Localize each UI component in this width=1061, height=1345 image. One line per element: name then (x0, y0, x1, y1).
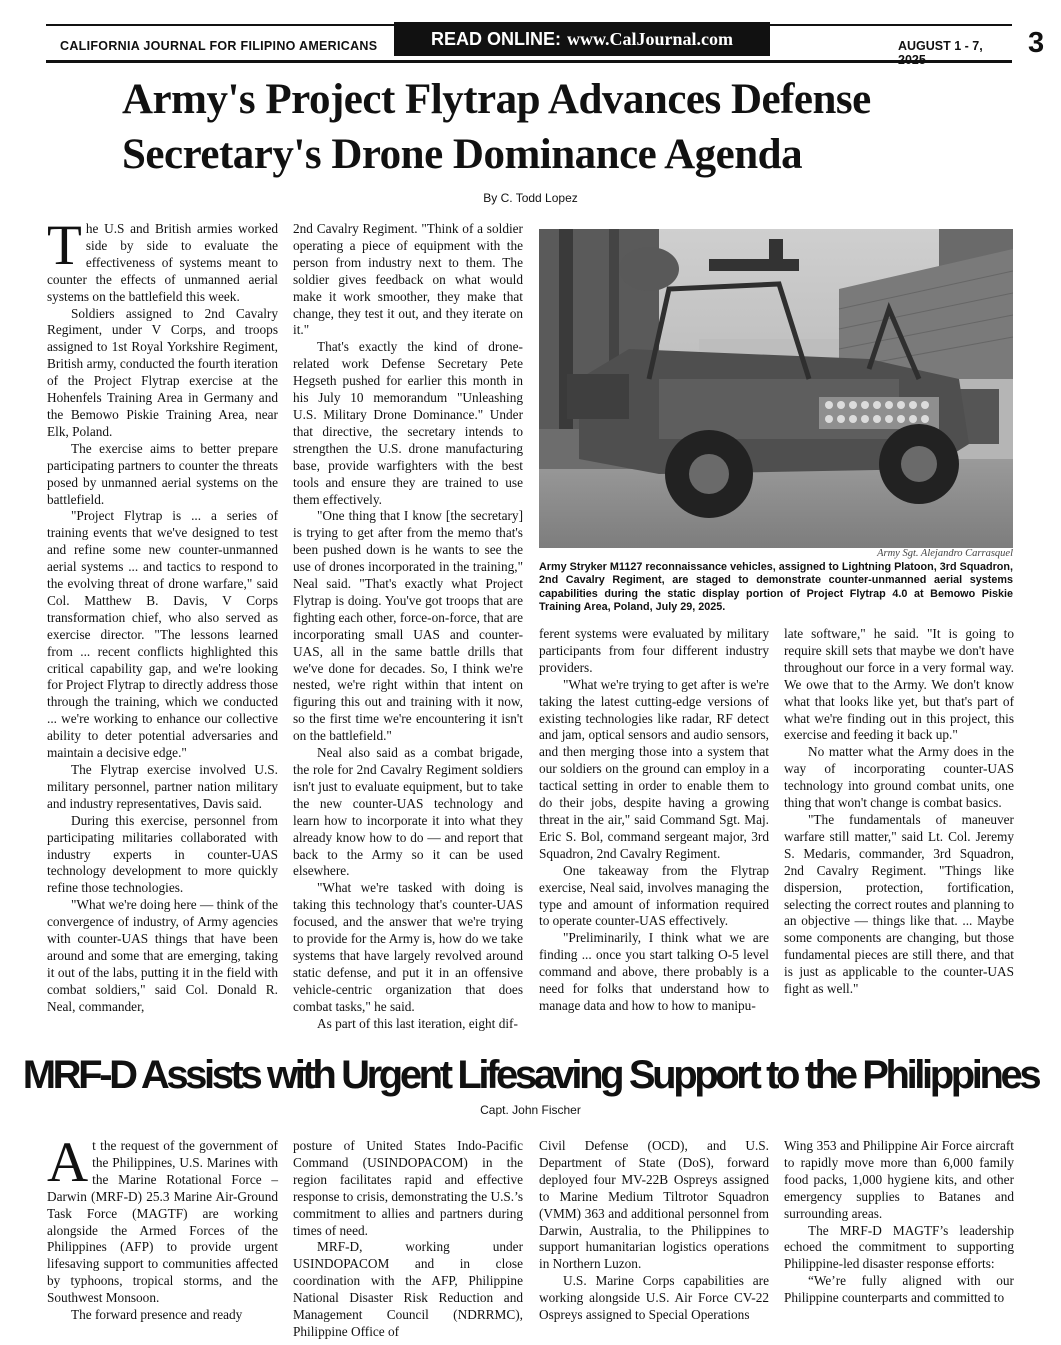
paragraph: During this exercise, personnel from participating militaries collaborated with industry experts in counter-UAS technology development to more quickly refine those technologies. (47, 812, 278, 896)
paragraph: ferent systems were evaluated by military participants from four different industry providers. (539, 626, 769, 675)
paragraph: One takeaway from the Flytrap exercise, Neal said, involves managing the type and amount of information required to operate counter-UAS effectively. (539, 862, 769, 929)
article1-headline (122, 72, 1002, 182)
article1-headline-line1: Army's Project Flytrap Advances Defense (122, 76, 871, 123)
paragraph: Neal also said as a combat brigade, the role for 2nd Cavalry Regiment soldiers isn't just to evaluate equipment, but to take the new counter-UAS technology and learn how to incorporate it into what they already know how to do — and report that back to the Army so it can be used elsewhere. (293, 745, 523, 879)
paragraph: Wing 353 and Philippine Air Force aircraft to rapidly move more than 6,000 family food packs, 1,000 hygiene kits, and other emergency supplies to Batanes and surrounding areas. (784, 1138, 1014, 1221)
website-link[interactable]: www.CalJournal.com (567, 28, 733, 49)
article2-byline: Capt. John Fischer (480, 1103, 581, 1117)
paragraph: 2nd Cavalry Regiment. "Think of a soldier operating a piece of equipment with the person from industry next to them. The soldier gives feedback on what would make it work smoother, they make that change, they test it out, and they iterate on it." (293, 221, 523, 338)
paragraph: "What we're tasked with doing is taking this technology that's counter-UAS focused, and the answer that we're trying to provide for the Army is, how do we take systems that have largely revolved around static defense, and put it in an offensive vehicle-centric organization that does combat tasks," he said. (293, 880, 523, 1014)
article1-byline: By C. Todd Lopez (483, 191, 578, 205)
article2-column-2 (293, 1138, 523, 1341)
paragraph: "What we're doing here — think of the convergence of industry, of Army agencies with counter-UAS things that have been around and some that are emerging, taking it out of the labs, putting it in the field with combat soldiers," said Col. Donald R. Neal, commander, (47, 897, 278, 1014)
paragraph: The MRF-D MAGTF’s leadership echoed the commitment to supporting Philippine-led disaster response efforts: (784, 1222, 1014, 1272)
article2-column-3 (539, 1138, 769, 1324)
read-online-label: READ ONLINE: (431, 28, 561, 49)
paragraph: MRF-D, working under USINDOPACOM and in close coordination with the AFP, Philippine National Disaster Risk Reduction and Management Council (NDRRMC), Philippine Office of (293, 1239, 523, 1339)
paragraph: posture of United States Indo-Pacific Command (USINDOPACOM) in the region facilitates rapid and effective response to crisis, demonstrating the U.S.’s commitment to allies and partners during times of need. (293, 1138, 523, 1238)
article1-photo (539, 229, 1013, 548)
paragraph: "What we're trying to get after is we're taking the latest cutting-edge versions of existing technologies like radar, RF detect and jam, optical sensors and audio sensors, and then merging those into a system that our soldiers on the ground can employ in a tactical setting in order to enable them to do their jobs, despite having a growing threat in the air," said Command Sgt. Maj. Eric S. Bol, command sergeant major, 3rd Squadron, 2nd Cavalry Regiment. (539, 676, 769, 861)
paragraph: Civil Defense (OCD), and U.S. Department of State (DoS), forward deployed four MV-22B Ospreys assigned to Marine Medium Tiltrotor Squadron (VMM) 363 and additional personnel from Darwin, Australia, to the Philippines to support humanitarian logistics operations in Northern Luzon. (539, 1138, 769, 1272)
masthead (46, 24, 1045, 67)
paragraph: The forward presence and ready (71, 1307, 243, 1323)
article2-column-1 (47, 1131, 278, 1324)
article1-column-2 (293, 221, 523, 1033)
article2-column-4 (784, 1138, 1014, 1307)
article1-headline-line2: Secretary's Drone Dominance Agenda (122, 131, 803, 178)
read-online-banner[interactable] (394, 22, 770, 56)
paragraph: Soldiers assigned to 2nd Cavalry Regiment, under V Corps, and troops assigned to 1st Royal Yorkshire Regiment, British army, conducted the fourth iteration of the Project Flytrap exercise at the Hohenfels Training Area in Germany and the Bemowo Piskie Training Area, near Elk, Poland. (47, 305, 278, 439)
article1-lead-text: he U.S and British armies worked side by side to evaluate the effectiveness of systems meant to counter the effects of unmanned aerial systems on the battlefield this week. (47, 221, 278, 304)
paragraph: "Project Flytrap is ... a series of training events that we've designed to test and refine some new counter-unmanned aerial systems ... and tactics to respond to the evolving threat of drone warfare," said Col. Matthew B. Davis, V Corps transformation chief, who also served as exercise director. "The lessons learned from ... recent conflicts highlighted this critical capability gap, and we're looking for Project Flytrap to directly address those through the training, which we conducted ... we're working to enhance our collective ability to deter potential adversaries and maintain a decisive edge." (47, 508, 278, 761)
issue-date: AUGUST 1 - 7, 2025 (898, 39, 983, 67)
article1-column-1 (47, 214, 278, 1016)
photo-caption: Army Stryker M1127 reconnaissance vehicles, assigned to Lightning Platoon, 3rd Squadron, 2nd Cavalry Regiment, are staged to demonstrate counter-unmanned aerial systems capabilities during the static display portion of Project Flytrap 4.0 at Bemowo Piskie Training Area, Poland, July 29, 2025. (539, 561, 1013, 614)
paragraph: As part of this last iteration, eight dif- (317, 1015, 518, 1031)
paragraph: “We’re fully aligned with our Philippine counterparts and committed to (784, 1273, 1014, 1306)
page-number: 3 (1028, 27, 1045, 59)
article2-lead-text: t the request of the government of the Philippines, U.S. Marines with the Marine Rotational Force – Darwin (MRF-D) 25.3 Marine Air-Ground Task Force (MAGTF) are working alongside the Armed Forces of the Philippines (AFP) to provide urgent lifesaving support to communities affected by typhoons, tropical storms, and the Southwest Monsoon. (47, 1138, 278, 1306)
paragraph: No matter what the Army does in the way of incorporating counter-UAS technology into ground combat units, one thing that won't change is combat basics. (784, 744, 1014, 811)
paragraph: That's exactly the kind of drone-related work Defense Secretary Pete Hegseth pushed for earlier this month in his July 10 memorandum "Unleashing U.S. Military Drone Dominance." Under that directive, the secretary intends to strengthen the U.S. drone manufacturing base, provide warfighters with the best tools and ensure they are trained to use them effectively. (293, 339, 523, 507)
article2-dropcap: A (47, 1131, 89, 1194)
article1-lead-paragraph (47, 214, 278, 306)
paragraph: late software," he said. "It is going to require skill sets that maybe we don't have throughout our force in a very formal way. We owe that to the Army. We don't know what that looks like yet, but that's part of what we're finding out in this project, this exercise and feeding it back up." (784, 626, 1014, 743)
paragraph: The exercise aims to better prepare participating partners to counter the threats posed by unmanned aerial systems on the battlefield. (47, 440, 278, 507)
publication-name: CALIFORNIA JOURNAL FOR FILIPINO AMERICANS (60, 39, 378, 53)
article1-dropcap: T (47, 214, 82, 277)
paragraph: U.S. Marine Corps capabilities are working alongside U.S. Air Force CV-22 Ospreys assigned to Special Operations (539, 1273, 769, 1323)
article2-headline: MRF-D Assists with Urgent Lifesaving Support to the Philippines (22, 1053, 1039, 1097)
article1-column-3 (539, 626, 769, 1015)
paragraph: "The fundamentals of maneuver warfare still matter," said Lt. Col. Jeremy S. Medaris, commander, 3rd Squadron, 2nd Cavalry Regiment. "Things like dispersion, protection, fortification, selecting the correct routes and planning to an objective — things like that. ... Maybe some components are changing, but those fundamental pieces are still there, and that is just as applicable to the counter-UAS fight as well." (784, 811, 1014, 997)
article2-lead-paragraph (47, 1131, 278, 1307)
photo-credit: Army Sgt. Alejandro Carrasquel (877, 548, 1013, 559)
stryker-vehicle-photo (539, 229, 1013, 548)
paragraph: "One thing that I know [the secretary] is trying to get after from the memo that's been pushed down is he wants to see the use of drones incorporated in the training," Neal said. "That's exactly what Project Flytrap is doing. You've got troops that are fighting each other, force-on-force, that are incorporating small UAS and counter-UAS, all in the same battle drills that we've done for decades. So, I think we're nested, we're right within that intent on figuring this out and training with it now, so the first time we're encountering it isn't on the battlefield." (293, 508, 523, 744)
article1-column-4 (784, 626, 1014, 998)
paragraph: The Flytrap exercise involved U.S. military personnel, partner nation military and industry representatives, Davis said. (47, 762, 278, 811)
paragraph: "Preliminarily, I think what we are finding ... once you start talking O-5 level command and above, there probably is a need for folks that understand how to manage data and how to how to manipu- (539, 930, 769, 1013)
